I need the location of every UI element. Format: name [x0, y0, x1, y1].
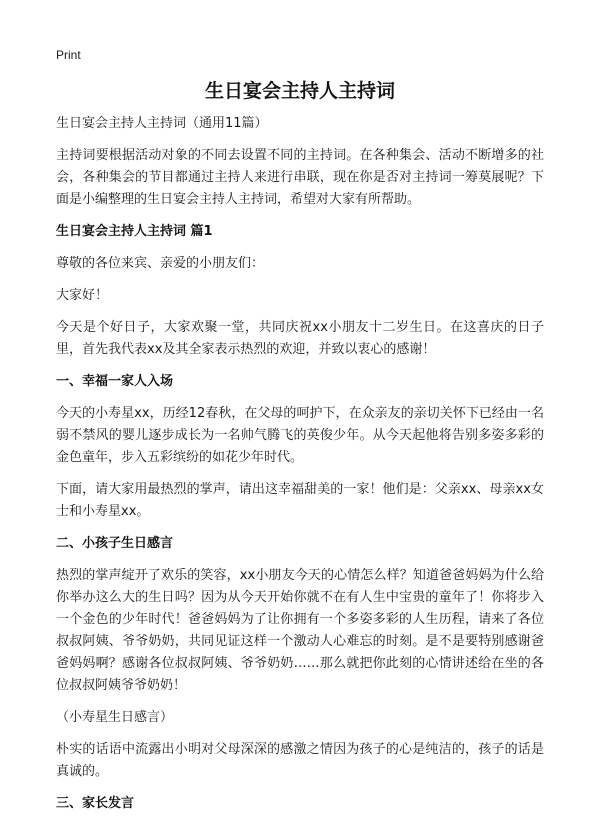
part2-note: （小寿星生日感言）	[56, 710, 174, 725]
section-title: 生日宴会主持人主持词 篇1	[56, 224, 213, 239]
document-title: 生日宴会主持人主持词	[204, 80, 395, 102]
part2-paragraph-2: 朴实的话语中流露出小明对父母深深的感激之情因为孩子的心是纯洁的，孩子的话是真诚的。	[56, 742, 544, 779]
print-link[interactable]: Print	[56, 48, 81, 62]
intro-paragraph: 主持词要根据活动对象的不同去设置不同的主持词。在各种集会、活动不断增多的社会，各种集会的节目都通过主持人来进行串联，现在你是否对主持词一筹莫展呢？下面是小编整理的生日宴会主持人主持词，希望对大家有所帮助。	[56, 148, 544, 207]
part1-paragraph-2: 下面，请大家用最热烈的掌声，请出这幸福甜美的一家！他们是：父亲xx、母亲xx女士和小寿星xx。	[56, 482, 544, 519]
opening-paragraph: 今天是个好日子，大家欢聚一堂，共同庆祝xx小朋友十二岁生日。在这喜庆的日子里，首先我代表xx及其全家表示热烈的欢迎，并致以衷心的感谢！	[56, 320, 544, 357]
part1-paragraph-1: 今天的小寿星xx，历经12春秋，在父母的呵护下，在众亲友的亲切关怀下已经由一名弱不禁风的婴儿逐步成长为一名帅气腾飞的英俊少年。从今天起他将告别多姿多彩的金色童年，步入五彩缤纷的如花少年时代。	[56, 406, 544, 465]
part2-paragraph-1: 热烈的掌声绽开了欢乐的笑容，xx小朋友今天的心情怎么样？知道爸爸妈妈为什么给你举办这么大的生日吗？因为从今天开始你就不在有人生中宝贵的童年了！你将步入一个金色的少年时代！爸爸妈妈为了让你拥有一个多姿多彩的人生历程，请来了各位叔叔阿姨、爷爷奶奶，共同见证这样一个激动人心难忘的时刻。是不是要特别感谢爸爸妈妈啊？感谢各位叔叔阿姨、爷爷奶奶……那么就把你此刻的心情讲述给在坐的各位叔叔阿姨爷爷奶奶！	[56, 568, 544, 693]
part2-heading: 二、小孩子生日感言	[56, 536, 174, 551]
part3-heading: 三、家长发言	[56, 796, 135, 811]
document-subtitle: 生日宴会主持人主持词（通用11篇）	[56, 116, 268, 131]
part1-heading: 一、幸福一家人入场	[56, 374, 174, 389]
hello-paragraph: 大家好！	[56, 288, 109, 303]
greeting-paragraph: 尊敬的各位来宾、亲爱的小朋友们：	[56, 256, 265, 271]
